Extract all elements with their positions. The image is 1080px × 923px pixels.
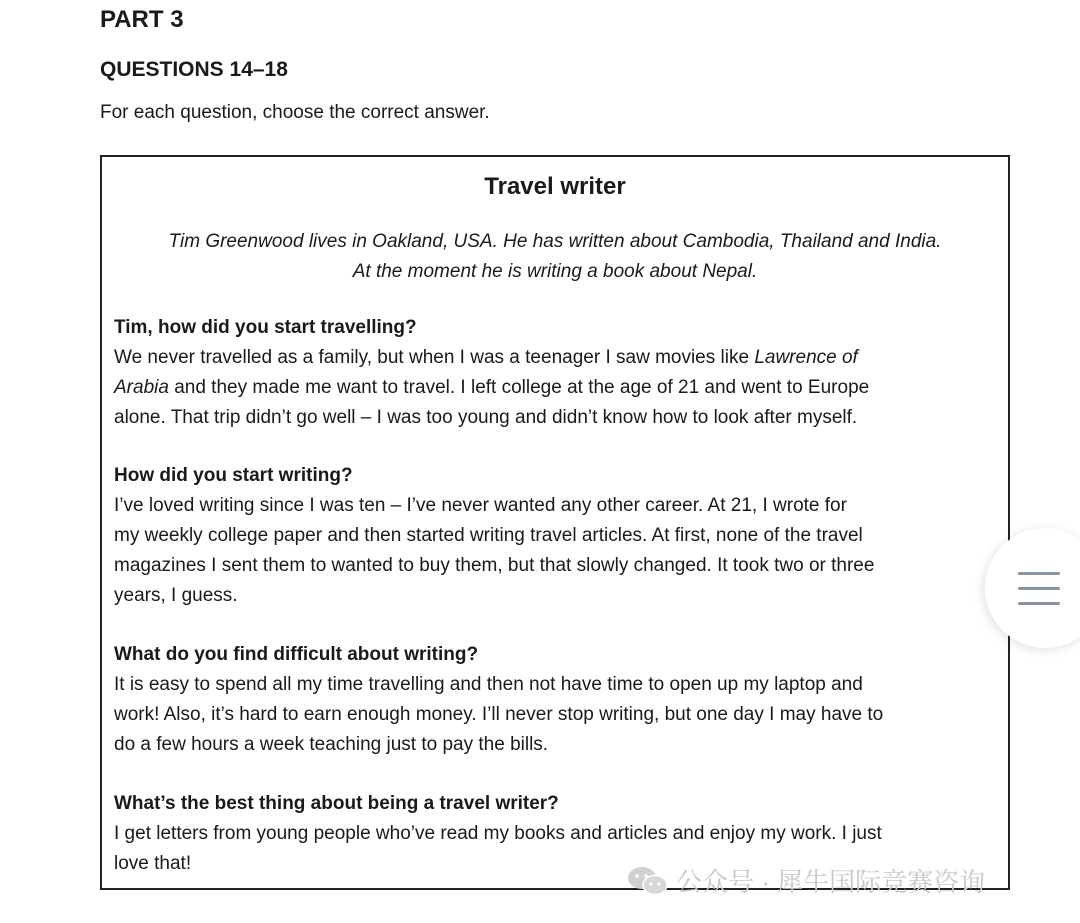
answer-line: It is easy to spend all my time travelling and then not have time to open up my laptop and [114,674,863,695]
question-heading: Tim, how did you start travelling? [114,317,417,338]
hamburger-menu-icon [1018,572,1060,606]
answer-line: Arabia and they made me want to travel. I left college at the age of 21 and went to Europe [114,377,870,398]
answer-line: magazines I sent them to wanted to buy them, but that slowly changed. It took two or three [114,555,875,576]
answer-line: years, I guess. [114,585,238,606]
answer-line: We never travelled as a family, but when I was a teenager I saw movies like Lawrence of [114,347,858,368]
intro-line: Tim Greenwood lives in Oakland, USA. He has written about Cambodia, Thailand and India. [168,231,942,252]
part-title: PART 3 [100,6,184,33]
wechat-icon [626,864,670,898]
qa-block-1 [114,313,994,433]
movie-title: Lawrence of [754,347,858,368]
answer-line: do a few hours a week teaching just to pay the bills. [114,734,549,755]
question-heading: How did you start writing? [114,465,353,486]
answer-line: I get letters from young people who’ve read my books and articles and enjoy my work. I just [114,823,882,844]
article-intro [102,227,1008,287]
article-title: Travel writer [484,173,626,200]
answer-line: work! Also, it’s hard to earn enough money. I’ll never stop writing, but one day I may have to [114,704,884,725]
qa-block-3 [114,640,994,760]
watermark-text: 公众号 · 犀牛国际竞赛咨询 [676,867,986,897]
question-heading: What’s the best thing about being a travel writer? [114,793,559,814]
qa-block-2 [114,461,994,611]
intro-line: At the moment he is writing a book about Nepal. [352,261,758,282]
answer-line: love that! [114,853,192,874]
questions-range-title: QUESTIONS 14–18 [100,58,288,81]
movie-title: Arabia [114,377,169,398]
article-box [100,155,1010,890]
instruction-text: For each question, choose the correct answer. [100,102,490,123]
answer-line: my weekly college paper and then started writing travel articles. At first, none of the travel [114,525,863,546]
answer-line: I’ve loved writing since I was ten – I’ve never wanted any other career. At 21, I wrote for [114,495,847,516]
watermark [626,862,985,899]
answer-line: alone. That trip didn’t go well – I was too young and didn’t know how to look after myself. [114,407,858,428]
question-heading: What do you find difficult about writing? [114,644,479,665]
